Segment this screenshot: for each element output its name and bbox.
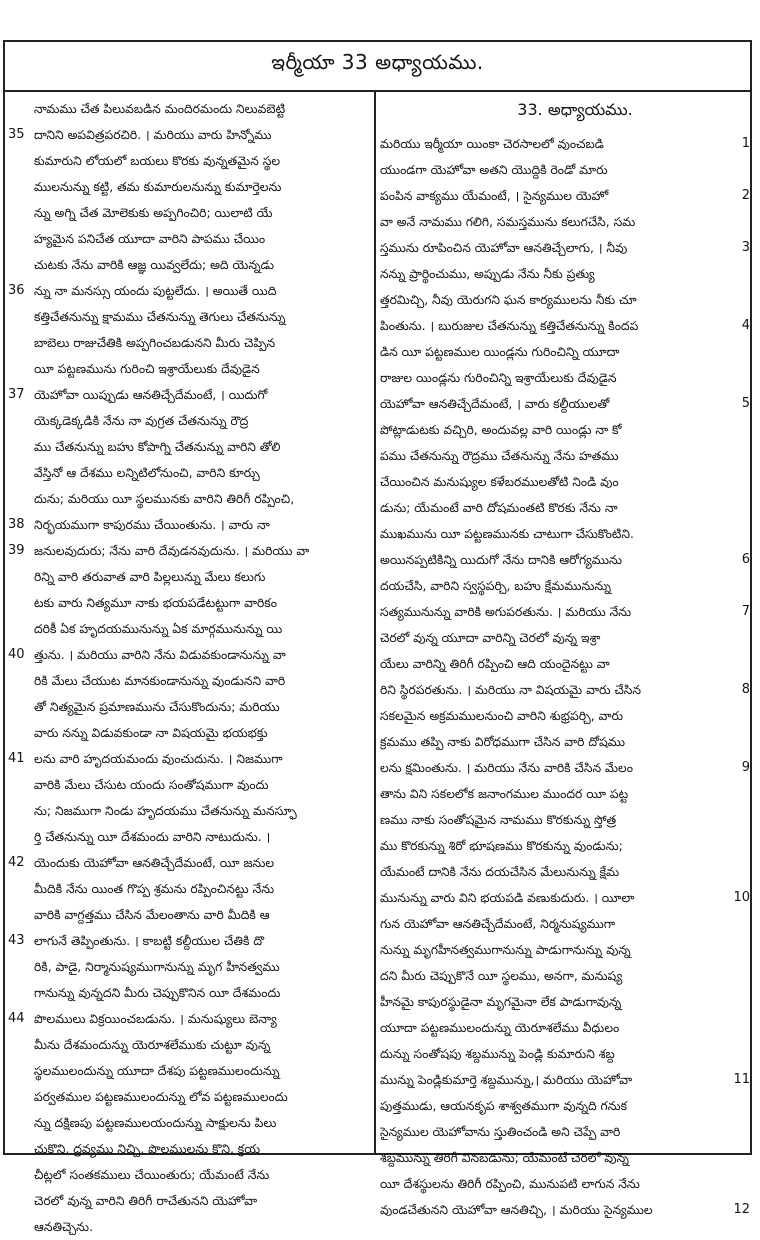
verse-text: రిన్ని వారి తరువాత వారి పిల్లలున్ను మేలు కలుగు — [34, 570, 266, 584]
text-line — [380, 235, 750, 261]
verse-text: ముఖమును యీ పట్టణమునకు చాటుగా చేసుకొంటిని. — [380, 527, 634, 541]
text-line — [380, 1041, 750, 1067]
verse-text: యీ దేశస్థులను తిరిగీ రప్పించి, మునుపటి లాగున నేను — [380, 1177, 640, 1191]
verse-text: దున్ను సంతోషపు శబ్దమున్ను పెండ్లి కుమారుని శబ్ద — [380, 1047, 615, 1061]
verse-text: యెక్కడెక్కడికి నేను నా వుగ్రత చేతనున్ను రౌద్ర — [34, 414, 249, 428]
column-divider — [374, 92, 376, 1155]
verse-number: 6 — [741, 552, 750, 567]
text-line — [380, 287, 750, 313]
text-line — [380, 937, 750, 963]
verse-text: వారు నన్ను విడువకుండా నా విషయమై భయభక్తు — [34, 726, 268, 740]
text-line — [8, 382, 368, 408]
text-line — [380, 157, 750, 183]
verse-text: డిన యీ పట్టణముల యిండ్లను గురించిన్ని యూదా — [380, 345, 620, 359]
verse-number: 44 — [8, 1011, 25, 1026]
verse-number: 5 — [741, 396, 750, 411]
text-line — [8, 902, 368, 928]
text-line — [380, 1145, 750, 1171]
verse-number: 39 — [8, 543, 25, 558]
verse-number: 12 — [733, 1202, 750, 1217]
text-line — [8, 746, 368, 772]
verse-text: పుత్తముడు, ఆయనకృప శాశ్వతముగా వున్నది గనుక — [380, 1099, 628, 1113]
text-line — [380, 313, 750, 339]
verse-text: దని మీరు చెప్పుకొనే యీ స్థలము, అనగా, మనుష్య — [380, 969, 623, 983]
left-column — [8, 96, 368, 1240]
verse-number: 42 — [8, 855, 25, 870]
text-line — [8, 330, 368, 356]
verse-number: 9 — [741, 760, 750, 775]
verse-number: 35 — [8, 127, 25, 142]
verse-text: వేస్తినో ఆ దేశము లన్నిటిలోనుంచి, వారిని కూర్చు — [34, 466, 260, 480]
text-line — [380, 963, 750, 989]
verse-text: ములనున్ను కట్టి, తమ కుమారులనున్ను కుమార్తెలను — [34, 180, 282, 194]
verse-text: అయినప్పటికిన్ని యిదుగో నేను దానికి ఆరోగ్యమును — [380, 553, 622, 567]
text-line — [8, 1214, 368, 1240]
text-line — [8, 798, 368, 824]
verse-text: సత్యమునున్ను వారికి అగుపరతును. । మరియు నేను — [380, 605, 632, 619]
verse-text: సైన్యముల యెహోవాను స్తుతించండి అని చెప్పే వారి — [380, 1125, 621, 1139]
verse-number: 8 — [741, 682, 750, 697]
verse-text: రిని స్థిరపరతును. । మరియు నా విషయమై వారు చేసిన — [380, 683, 642, 697]
text-line — [380, 807, 750, 833]
verse-text: ము చేతనున్ను బహు కోపాగ్ని చేతనున్ను వారిని తోలి — [34, 440, 281, 454]
verse-text: తాను విని సకలలోక జనాంగముల ముందర యీ పట్ట — [380, 787, 629, 801]
verse-text: గానున్ను వున్నదని మీరు చెప్పుకొనిన యీ దేశమందు — [34, 986, 281, 1000]
verse-text: రికి మేలు చేయుట మానకుండానున్ను వుండునని వారి — [34, 674, 286, 688]
text-line — [8, 850, 368, 876]
text-line — [8, 96, 368, 122]
text-line — [8, 408, 368, 434]
verse-text: రికి, పాడై, నిర్మానుష్యముగానున్ను మృగ హీనత్వము — [34, 960, 280, 974]
page-title: ఇర్మీయా 33 అధ్యాయము. — [271, 50, 484, 74]
verse-text: నన్ను ప్రార్థించుము, అప్పుడు నేను నీకు ప్రత్యు — [380, 267, 595, 281]
verse-text: యెందుకు యెహోవా ఆనతిచ్చేదేమంటే, యీ జనుల — [34, 856, 275, 870]
text-line — [380, 755, 750, 781]
text-line — [380, 833, 750, 859]
text-line — [380, 443, 750, 469]
verse-text: చేయించిన మనుష్యుల కళేబరములతోటి నిండి వుం — [380, 475, 619, 489]
text-line — [8, 694, 368, 720]
text-line — [380, 469, 750, 495]
text-line — [380, 547, 750, 573]
verse-number: 3 — [741, 240, 750, 255]
text-line — [8, 824, 368, 850]
text-line — [8, 590, 368, 616]
verse-text: మున్ను పెండ్లికుమార్తె శబ్దమున్ను,। మరియు యెహోవా — [380, 1073, 633, 1087]
verse-text: న్ను నా మనస్సు యందు పుట్టలేదు. । అయితే యిది — [34, 284, 277, 298]
text-line — [8, 356, 368, 382]
text-line — [380, 339, 750, 365]
text-line — [8, 174, 368, 200]
page-header — [3, 40, 752, 92]
right-column — [380, 96, 750, 1223]
verse-text: సకలమైన అక్రమములనుంచి వారిని శుభ్రపర్చి, వారు — [380, 709, 624, 723]
text-line — [8, 226, 368, 252]
text-line — [380, 859, 750, 885]
text-line — [380, 729, 750, 755]
text-line — [8, 668, 368, 694]
verse-number: 43 — [8, 933, 25, 948]
verse-text: దరికీ ఏక హృదయమునున్ను ఏక మార్గమునున్ను యి — [34, 622, 283, 636]
verse-text: పొలములు విక్రయించబడును. । మనుష్యులు బెన్యా — [34, 1012, 277, 1026]
text-line — [380, 573, 750, 599]
verse-text: వారికి మేలు చేసుట యందు సంతోషముగా వుందు — [34, 778, 269, 792]
text-line — [380, 131, 750, 157]
text-line — [8, 772, 368, 798]
text-line — [8, 876, 368, 902]
text-line — [8, 1110, 368, 1136]
chapter-heading: 33. అధ్యాయము. — [517, 100, 633, 119]
verse-text: యెహోవా యిప్పుడు ఆనతిచ్చేదేమంటే, । యిదుగో — [34, 388, 268, 402]
verse-text: న్ను అగ్ని చేత మోలెకుకు అప్పగించిరి; యిలాటి యే — [34, 206, 273, 220]
text-line — [8, 538, 368, 564]
verse-number: 11 — [733, 1072, 750, 1087]
text-line — [8, 1058, 368, 1084]
verse-text: యీ పట్టణమును గురించి ఇశ్రాయేలుకు దేవుడైన — [34, 362, 260, 376]
verse-text: ణము నాకు సంతోషమైన నామము కొరకున్ను స్తోత్ర — [380, 813, 617, 827]
text-line — [8, 252, 368, 278]
text-line — [380, 417, 750, 443]
verse-text: పర్వతముల పట్టణములందున్ను లోవ పట్టణములందు — [34, 1090, 288, 1104]
text-line — [8, 1162, 368, 1188]
text-line — [8, 148, 368, 174]
text-line — [380, 1119, 750, 1145]
verse-number: 41 — [8, 751, 25, 766]
text-line — [8, 460, 368, 486]
text-line — [380, 911, 750, 937]
text-line — [8, 1006, 368, 1032]
verse-text: చుటకు నేను వారికి ఆజ్ఞ యివ్వలేదు; అది యెన్నడు — [34, 258, 274, 272]
verse-text: రాజుల యిండ్లను గురించిన్ని ఇశ్రాయేలుకు దేవుడైన — [380, 371, 617, 385]
verse-text: టకు వారు నిత్యమూ నాకు భయపడేటట్టుగా వారికం — [34, 596, 277, 610]
verse-text: యుండగా యెహోవా అతని యొద్దికి రెండో మారు — [380, 163, 608, 177]
verse-number: 38 — [8, 517, 25, 532]
text-line — [8, 1084, 368, 1110]
text-line — [8, 304, 368, 330]
text-line — [8, 122, 368, 148]
verse-text: నున్ను మృగహీనత్వముగానున్ను పాడుగానున్ను వున్న — [380, 943, 631, 957]
text-line — [8, 954, 368, 980]
text-line — [8, 720, 368, 746]
verse-text: కుమారుని లోయలో బయలు కొరకు వున్నతమైన స్థల — [34, 154, 281, 168]
verse-text: దానిని అపవిత్రపరచిరి. । మరియు వారు హిన్నోము — [34, 128, 272, 142]
text-line — [380, 495, 750, 521]
text-line — [380, 651, 750, 677]
verse-text: మీదికి నేను యింత గొప్ప శ్రమను రప్పించినట్టు నేను — [34, 882, 275, 896]
text-line — [380, 1067, 750, 1093]
verse-text: చీట్లలో సంతకములు చేయింతురు; యేమంటే నేను — [34, 1168, 270, 1182]
verse-text: జనులవుదురు; నేను వారి దేవుడనవుదును. । మరియు వా — [34, 544, 310, 558]
verse-text: యూదా పట్టణములందున్ను యెరూశలేము వీధులం — [380, 1021, 620, 1035]
verse-text: చెరలో వున్న యూదా వారిన్ని చెరలో వున్న ఇశ్రా — [380, 631, 601, 645]
verse-number: 7 — [741, 604, 750, 619]
text-line — [380, 1015, 750, 1041]
verse-text: బాబెలు రాజుచేతికి అప్పగించబడునని మీరు చెప్పిన — [34, 336, 276, 350]
verse-text: వారికి వాగ్దత్తము చేసిన మేలంతాను వారి మీదికి ఆ — [34, 908, 270, 922]
text-line — [380, 183, 750, 209]
verse-text: స్తమును రూపించిన యెహోవా ఆనతిచ్చేలాగు, । నీవు — [380, 241, 628, 255]
verse-number: 36 — [8, 283, 25, 298]
verse-text: క్రమము తప్పి నాకు విరోధముగా చేసిన వారి దోషము — [380, 735, 626, 749]
verse-text: వా అనే నామము గలిగి, సమస్తమును కలుగచేసి, సమ — [380, 215, 636, 229]
text-line — [8, 980, 368, 1006]
verse-text: వుండచేతునని యెహోవా ఆనతిచ్చి, । మరియు సైన్యముల — [380, 1203, 653, 1217]
text-line — [380, 625, 750, 651]
verse-text: హీనమై కాపురస్థుడైనా మృగమైనా లేక పాడుగావున్న — [380, 995, 622, 1009]
text-line — [8, 486, 368, 512]
text-line — [380, 989, 750, 1015]
verse-number: 2 — [741, 188, 750, 203]
verse-text: లను క్షమింతును. । మరియు నేను వారికి చేసిన మేలం — [380, 761, 633, 775]
verse-number: 10 — [733, 890, 750, 905]
text-line — [8, 512, 368, 538]
verse-text: చెరలో వున్న వారిని తిరిగీ రాచేతునని యెహోవా — [34, 1194, 258, 1208]
verse-text: పోట్లాడుటకు వచ్చిరి, అందువల్ల వారి యిండ్లు నా కో — [380, 423, 622, 437]
verse-text: ము కొరకున్ను శిరో భూషణము కొరకున్ను వుండును; — [380, 839, 623, 853]
text-line — [380, 703, 750, 729]
verse-text: నిర్భయముగా కాపురము చేయింతును. । వారు నా — [34, 518, 270, 532]
verse-text: తో నిత్యమైన ప్రమాణమును చేసుకొందును; మరియు — [34, 700, 280, 714]
text-line — [380, 1093, 750, 1119]
verse-text: యేలు వారిన్ని తిరిగీ రప్పించి ఆది యందైనట్టు వా — [380, 657, 610, 671]
verse-text: స్థలములందున్ను యూదా దేశపు పట్టణములందున్ను — [34, 1064, 280, 1078]
verse-text: లను వారి హృదయమందు వుంచుదును. । నిజముగా — [34, 752, 283, 766]
text-line — [380, 1197, 750, 1223]
text-line — [8, 278, 368, 304]
verse-text: లాగునే తెప్పింతును. । కాబట్టి కల్దీయుల చేతికి దొ — [34, 934, 265, 948]
verse-text: త్తును. । మరియు వారిని నేను విడువకుండానున్ను వా — [34, 648, 286, 662]
verse-text: చుకొని, ద్రవ్యము నిచ్చి, పొలములను కొని, క్రయ — [34, 1142, 261, 1156]
verse-text: ర్తి చేతనున్ను యీ దేశమందు వారిని నాటుదును. । — [34, 830, 271, 844]
verse-number: 40 — [8, 647, 25, 662]
verse-text: మునున్ను వారు విని భయపడి వణుకుదురు. । యీలా — [380, 891, 635, 905]
text-line — [380, 365, 750, 391]
text-line — [380, 391, 750, 417]
verse-text: కత్తిచేతనున్ను క్షామము చేతనున్ను తెగులు చేతనున్ను — [34, 310, 286, 324]
text-line — [380, 885, 750, 911]
text-line — [8, 200, 368, 226]
verse-number: 1 — [741, 136, 750, 151]
verse-text: దును; మరియు యీ స్థలమునకు వారిని తిరిగీ రప్పించి, — [34, 492, 295, 506]
text-line — [8, 642, 368, 668]
text-line — [8, 1032, 368, 1058]
text-line — [380, 209, 750, 235]
text-line — [8, 1136, 368, 1162]
text-line — [380, 261, 750, 287]
verse-text: మరియు ఇర్మీయా యింకా చెరసాలలో వుంచబడి — [380, 137, 604, 151]
verse-text: యెహోవా ఆనతిచ్చేదేమంటే, । వారు కల్దీయులతో — [380, 397, 610, 411]
verse-text: ఆనతిచ్చెను. — [34, 1220, 93, 1234]
text-line — [8, 434, 368, 460]
verse-text: న్ను దక్షిణపు పట్టణములయందున్ను సాక్షులను పిలు — [34, 1116, 277, 1130]
text-line — [380, 781, 750, 807]
verse-text: హ్యమైన పనిచేత యూదా వారిని పాపము చేయిం — [34, 232, 266, 246]
text-line — [380, 677, 750, 703]
text-line — [8, 1188, 368, 1214]
verse-number: 4 — [741, 318, 750, 333]
verse-text: పము చేతనున్ను రౌద్రము చేతనున్ను నేను హతము — [380, 449, 619, 463]
text-line — [380, 1171, 750, 1197]
verse-text: గున యెహోవా ఆనతిచ్చేదేమంటే, నిర్మనుష్యముగా — [380, 917, 616, 931]
verse-text: మీను దేశమందున్ను యెరూశలేముకు చుట్టూ వున్న — [34, 1038, 271, 1052]
verse-number: 37 — [8, 387, 25, 402]
verse-text: త్తరమిచ్చి, నీవు యెరుగని ఘన కార్యములను నీకు చూ — [380, 293, 637, 307]
text-line — [8, 564, 368, 590]
verse-text: యేమంటే దానికి నేను దయచేసిన మేలునున్ను క్షేమ — [380, 865, 620, 879]
verse-text: డును; యేమంటే వారి దోషమంతటి కొరకు నేను నా — [380, 501, 618, 515]
verse-text: నామము చేత పిలువబడిన మందిరమందు నిలువబెట్టి — [34, 102, 286, 116]
verse-text: పింతును. । బురుజుల చేతనున్ను కత్తిచేతనున్ను కిందప — [380, 319, 639, 333]
text-line — [8, 616, 368, 642]
verse-text: ను; నిజముగా నిండు హృదయము చేతనున్ను మనస్ఫూ — [34, 804, 297, 818]
text-line — [380, 599, 750, 625]
verse-text: శబ్దమున్ను తిరిగీ వినబడును; యేమంటే చెరలో వున్న — [380, 1151, 629, 1165]
text-line — [380, 521, 750, 547]
verse-text: దయచేసి, వారిని స్వస్థపర్చి, బహు క్షేమమునున్ను — [380, 579, 611, 593]
verse-text: పంపిన వాక్యము యేమంటే, । సైన్యముల యెహో — [380, 189, 609, 203]
text-line — [8, 928, 368, 954]
